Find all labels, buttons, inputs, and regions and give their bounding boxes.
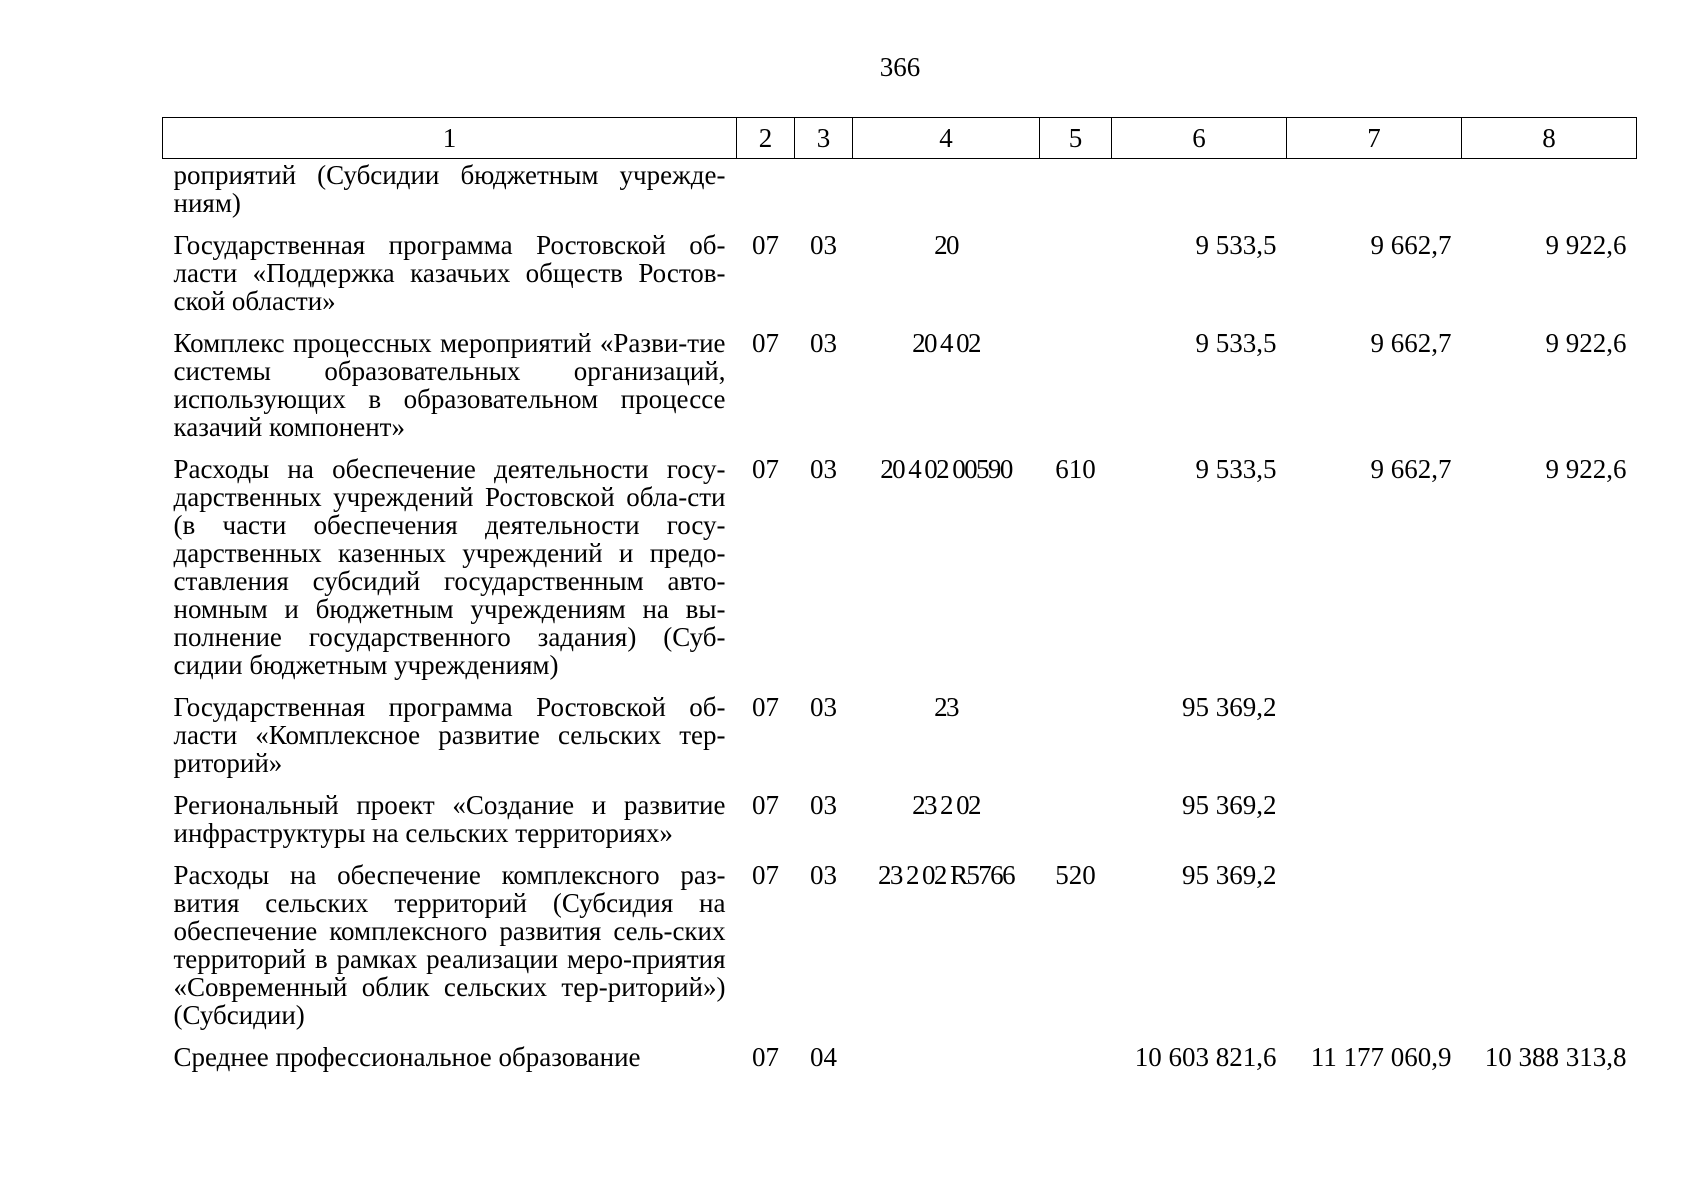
row-name: Расходы на обеспечение деятельности госу-дарственных учреждений Ростовской обла-сти (в части обеспечения деятельности госу-дарственных казенных учреждений и предо-ставления субсидий государственным авто-номным и бюджетным учреждениям на вы-полнение государственного задания) (Суб-сидии бюджетным учреждениям) <box>173 454 726 680</box>
target-article-code: 20 <box>934 230 958 260</box>
row-name: Государственная программа Ростовской об-ласти «Поддержка казачьих обществ Ростов-ской области» <box>173 230 726 316</box>
table-row <box>163 159 1637 232</box>
amount-year-1: 9 533,5 <box>1195 230 1277 260</box>
amount-year-1: 95 369,2 <box>1182 692 1277 722</box>
section-code: 07 <box>752 328 779 358</box>
row-name: Государственная программа Ростовской об-ласти «Комплексное развитие сельских тер-риторий» <box>173 692 726 778</box>
page-number: 366 <box>879 52 921 82</box>
expense-type-code <box>1040 159 1112 232</box>
section-code: 07 <box>752 1042 779 1072</box>
table-row <box>163 1043 1637 1085</box>
target-article-code: 23 2 02 <box>912 790 980 820</box>
target-article-code: 20 4 02 <box>912 328 980 358</box>
subsection-code: 03 <box>810 692 837 722</box>
section-code: 07 <box>752 230 779 260</box>
column-header: 3 <box>795 118 853 159</box>
amount-year-3 <box>1462 791 1637 861</box>
amount-year-3 <box>1462 861 1637 1043</box>
subsection-code: 04 <box>810 1042 837 1072</box>
target-article-code <box>853 159 1040 232</box>
amount-year-2: 9 662,7 <box>1370 454 1452 484</box>
table-header-row <box>163 118 1637 159</box>
amount-year-2 <box>1287 791 1462 861</box>
section-code: 07 <box>752 860 779 890</box>
amount-year-1: 10 603 821,6 <box>1134 1042 1277 1072</box>
table-row <box>163 791 1637 861</box>
table-row <box>163 231 1637 329</box>
amount-year-1: 95 369,2 <box>1182 860 1277 890</box>
row-name: Комплекс процессных мероприятий «Разви-тие системы образовательных организаций, использующих в образовательном процессе казачий компонент» <box>173 328 726 442</box>
amount-year-3: 9 922,6 <box>1545 230 1627 260</box>
expense-type-code: 520 <box>1055 860 1096 890</box>
expense-type-code <box>1040 791 1112 861</box>
target-article-code: 23 <box>934 692 958 722</box>
expense-type-code <box>1040 231 1112 329</box>
column-header: 5 <box>1040 118 1112 159</box>
subsection-code: 03 <box>810 790 837 820</box>
target-article-code: 23 2 02 R5766 <box>878 860 1014 890</box>
amount-year-2: 9 662,7 <box>1370 230 1452 260</box>
amount-year-3 <box>1462 693 1637 791</box>
subsection-code: 03 <box>810 454 837 484</box>
amount-year-2: 11 177 060,9 <box>1310 1042 1452 1072</box>
amount-year-3 <box>1462 159 1637 232</box>
amount-year-1: 95 369,2 <box>1182 790 1277 820</box>
amount-year-2 <box>1287 159 1462 232</box>
table-row <box>163 329 1637 455</box>
subsection-code: 03 <box>810 328 837 358</box>
table-row <box>163 455 1637 693</box>
column-header: 2 <box>737 118 795 159</box>
expense-type-code <box>1040 693 1112 791</box>
expense-type-code <box>1040 329 1112 455</box>
column-header: 7 <box>1287 118 1462 159</box>
expense-type-code <box>1040 1043 1112 1085</box>
budget-table <box>162 117 1637 1085</box>
subsection-code: 03 <box>810 860 837 890</box>
amount-year-2 <box>1287 861 1462 1043</box>
amount-year-3: 9 922,6 <box>1545 454 1627 484</box>
subsection-code <box>795 159 853 232</box>
section-code <box>737 159 795 232</box>
section-code: 07 <box>752 790 779 820</box>
target-article-code <box>853 1043 1040 1085</box>
expense-type-code: 610 <box>1055 454 1096 484</box>
table-row <box>163 693 1637 791</box>
subsection-code: 03 <box>810 230 837 260</box>
row-name: Среднее профессиональное образование <box>173 1042 641 1072</box>
column-header: 1 <box>163 118 737 159</box>
amount-year-2 <box>1287 693 1462 791</box>
amount-year-2: 9 662,7 <box>1370 328 1452 358</box>
row-name: роприятий (Субсидии бюджетным учрежде-ниям) <box>173 160 726 218</box>
amount-year-3: 9 922,6 <box>1545 328 1627 358</box>
column-header: 8 <box>1462 118 1637 159</box>
column-header: 4 <box>853 118 1040 159</box>
amount-year-1 <box>1112 159 1287 232</box>
section-code: 07 <box>752 692 779 722</box>
table-row <box>163 861 1637 1043</box>
row-name: Региональный проект «Создание и развитие инфраструктуры на сельских территориях» <box>173 790 726 848</box>
section-code: 07 <box>752 454 779 484</box>
column-header: 6 <box>1112 118 1287 159</box>
amount-year-1: 9 533,5 <box>1195 454 1277 484</box>
amount-year-1: 9 533,5 <box>1195 328 1277 358</box>
row-name: Расходы на обеспечение комплексного раз-вития сельских территорий (Субсидия на обеспечение комплексного развития сель-ских территорий в рамках реализации меро-приятия «Современный облик сельских тер-риторий») (Субсидии) <box>173 860 726 1030</box>
target-article-code: 20 4 02 00590 <box>880 454 1012 484</box>
amount-year-3: 10 388 313,8 <box>1484 1042 1627 1072</box>
